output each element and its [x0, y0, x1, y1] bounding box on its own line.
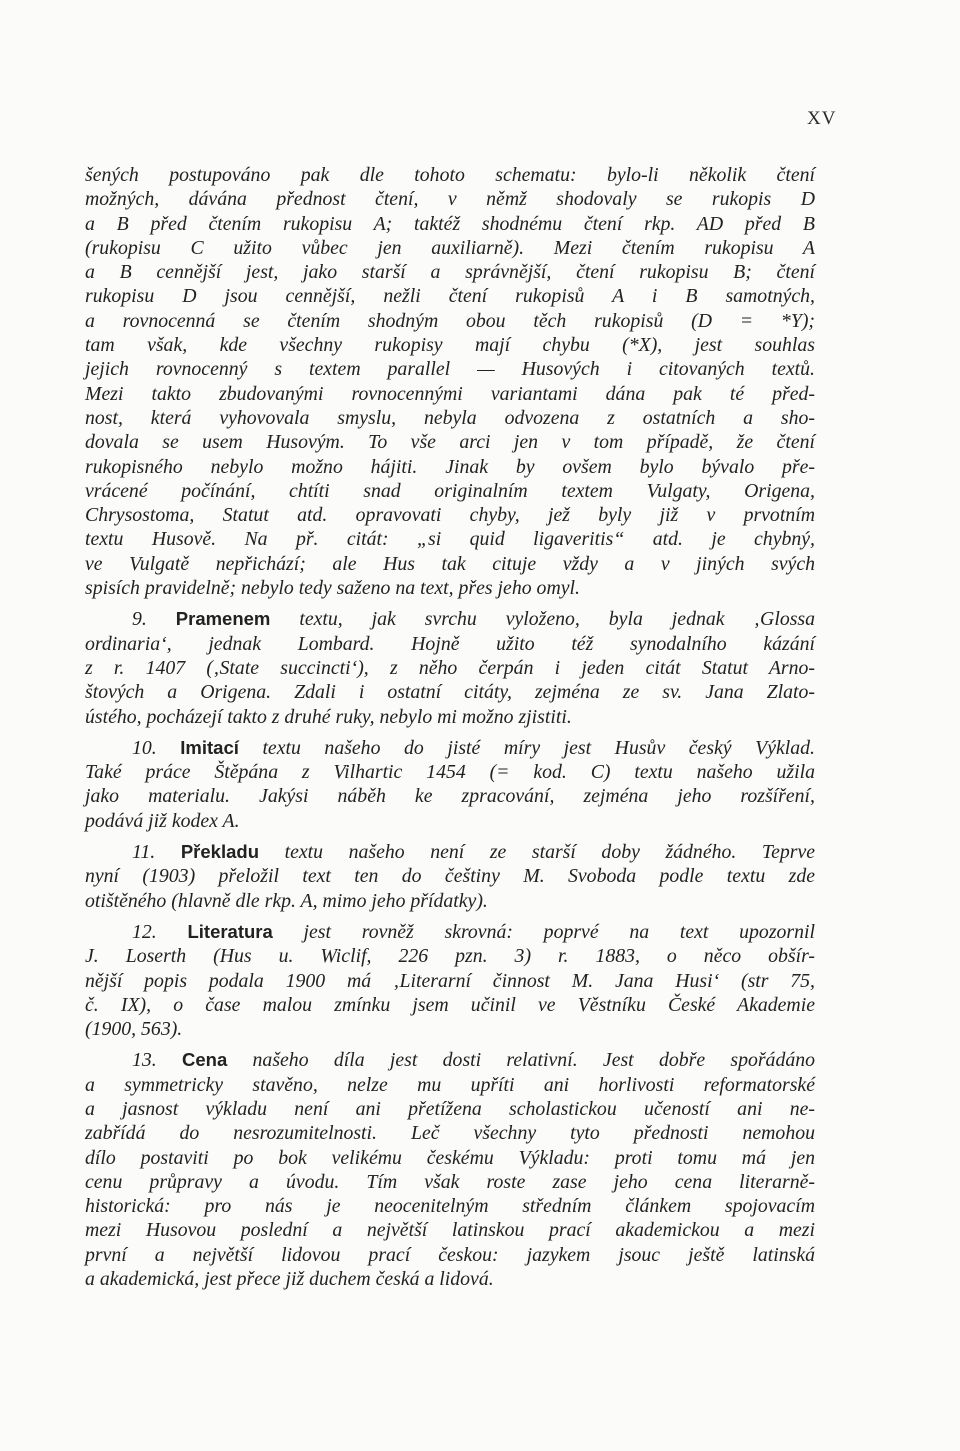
text-line [85, 382, 815, 406]
line-text: (1900, 563). [85, 1018, 183, 1041]
line-text: tam však, kde všechny rukopisy mají chybu (*X), jest souhlas [85, 334, 815, 357]
line-text: č. IX), o čase malou zmínku jsem učinil ve Věstníku České Akademie [85, 993, 815, 1016]
line-text: rukopisu D jsou cennější, nežli čtení rukopisů A i B samotných, [85, 285, 815, 308]
text-line [85, 1073, 815, 1097]
page-number: XV [807, 108, 837, 129]
line-text: a jasnost výkladu není ani přetížena scholastickou učeností ani ne- [85, 1097, 815, 1120]
line-text: a akademická, jest přece již duchem česká a lidová. [85, 1268, 494, 1291]
text-line [85, 1146, 815, 1170]
line-text: textu, jak svrchu vyloženo, byla jednak ‚Glossa [270, 608, 816, 631]
line-text: cenu průpravy a úvodu. Tím však roste zase jeho cena literarně- [85, 1170, 815, 1193]
text-line [85, 680, 815, 704]
text-line [85, 479, 815, 503]
text-line [85, 576, 815, 600]
line-text: jako materialu. Jakýsi náběh ke zpracování, zejména jeho rozšíření, [85, 785, 815, 808]
line-text: spisích pravidelně; nebylo tedy saženo na text, přes jeho omyl. [85, 577, 580, 600]
text-line [85, 503, 815, 527]
line-text: textu našeho není ze starší doby žádného. Teprve [259, 841, 816, 864]
line-text: první a největší lidovou prací českou: jazykem jsouc ještě latinská [85, 1243, 815, 1266]
text-line [85, 1194, 815, 1218]
section-number: 10. [132, 736, 181, 759]
text-line [85, 333, 815, 357]
line-text: dílo postaviti po bok velikému českému Výkladu: proti tomu má jen [85, 1146, 815, 1169]
line-text: ordinaria‘, jednak Lombard. Hojně užito též synodalního kázání [85, 632, 815, 655]
line-text: podává již kodex A. [85, 809, 240, 832]
line-text: nost, která vyhovovala smyslu, nebyla odvozena z ostatních a sho- [85, 406, 815, 429]
text-line [85, 632, 815, 656]
section-number: 13. [132, 1049, 183, 1072]
text-line [85, 1017, 815, 1041]
text-line [85, 1097, 815, 1121]
text-line [85, 357, 815, 381]
text-line [85, 840, 815, 864]
line-text: šených postupováno pak dle tohoto schematu: bylo-li několik čtení [85, 164, 815, 186]
line-text: J. Loserth (Hus u. Wiclif, 226 pzn. 3) r. 1883, o něco obšír- [85, 945, 815, 968]
line-text: a B před čtením rukopisu A; taktéž shodnému čtení rkp. AD před B [85, 212, 815, 235]
text-line [85, 1267, 815, 1291]
text-line [85, 187, 815, 211]
section-lead-word: Cena [182, 1049, 228, 1071]
text-line [85, 309, 815, 333]
text-line [85, 527, 815, 551]
text-line [85, 212, 815, 236]
line-text: možných, dávána přednost čtení, v němž shodovaly se rukopis D [85, 188, 815, 211]
line-text: otištěného (hlavně dle rkp. A, mimo jeho přídatky). [85, 889, 488, 912]
line-text: textu Husově. Na př. citát: „si quid ligaveritis“ atd. je chybný, [85, 528, 815, 551]
line-text: z r. 1407 (‚State succincti‘), z něho čerpán i jeden citát Statut Arno- [85, 656, 815, 679]
section-number: 12. [132, 920, 188, 943]
line-text: štových a Origena. Zdali i ostatní citáty, zejména ze sv. Jana Zlato- [85, 681, 815, 704]
text-line [85, 260, 815, 284]
line-text: vrácené počínání, chtíti snad originalním textem Vulgaty, Origena, [85, 479, 815, 502]
line-text: (rukopisu C užito vůbec jen auxiliarně). Mezi čtením rukopisu A [85, 236, 815, 259]
line-text: nyní (1903) přeložil text ten do češtiny M. Svoboda podle textu zde [85, 865, 815, 888]
text-line [85, 944, 815, 968]
text-line [85, 552, 815, 576]
text-line [85, 969, 815, 993]
text-line [85, 889, 815, 913]
line-text: rukopisného nebylo možno hájiti. Jinak by ovšem bylo bývalo pře- [85, 455, 815, 478]
line-text: textu našeho do jisté míry jest Husův český Výklad. [238, 736, 815, 759]
text-line [85, 430, 815, 454]
line-text: ústého, pocházejí takto z druhé ruky, nebylo mi možno zjistiti. [85, 705, 572, 728]
line-text: našeho díla jest dosti relativní. Jest dobře spořádáno [227, 1049, 816, 1072]
text-line [85, 1048, 815, 1072]
text-line [85, 760, 815, 784]
section-number: 11. [132, 841, 181, 864]
line-text: jejich rovnocenný s textem parallel — Husových i citovaných textů. [85, 358, 815, 381]
text-line [85, 656, 815, 680]
text-line [85, 784, 815, 808]
section-lead-word: Překladu [180, 841, 259, 863]
line-text: dovala se usem Husovým. To vše arci jen v tom případě, že čtení [85, 431, 815, 454]
line-text: a rovnocenná se čtením shodným obou těch rukopisů (D = *Y); [85, 309, 815, 332]
text-line [85, 163, 815, 187]
section-number: 9. [132, 608, 176, 631]
line-text: historická: pro nás je neocenitelným středním článkem spojovacím [85, 1195, 815, 1218]
text-line [85, 993, 815, 1017]
text-line [85, 1218, 815, 1242]
line-text: Také práce Štěpána z Vilhartic 1454 (= kod. C) textu našeho užila [85, 761, 815, 784]
line-text: zabřídá do nesrozumitelnosti. Leč všechny tyto přednosti nemohou [85, 1122, 815, 1145]
line-text: Chrysostoma, Statut atd. opravovati chyby, jež byly již v prvotním [85, 504, 815, 527]
text-line [85, 236, 815, 260]
line-text: a B cennější jest, jako starší a správnější, čtení rukopisu B; čtení [85, 261, 815, 284]
text-line [85, 406, 815, 430]
text-line [85, 1121, 815, 1145]
text-line [85, 607, 815, 631]
line-text: jest rovněž skrovná: poprvé na text upozornil [272, 920, 815, 943]
line-text: a symmetricky stavěno, nelze mu upříti ani horlivosti reformatorské [85, 1073, 815, 1096]
line-text: Mezi takto zbudovanými rovnocennými variantami dána pak té před- [85, 382, 815, 405]
section-lead-word: Imitací [180, 736, 239, 758]
text-line [85, 809, 815, 833]
section-lead-word: Pramenem [175, 608, 271, 630]
line-text: ve Vulgatě nepřichází; ale Hus tak cituje vždy a v jiných svých [85, 552, 815, 575]
text-line [85, 920, 815, 944]
text-line [85, 705, 815, 729]
section-lead-word: Literatura [187, 920, 273, 942]
text-line [85, 864, 815, 888]
text-line [85, 284, 815, 308]
text-line [85, 736, 815, 760]
text-line [85, 455, 815, 479]
text-line [85, 1170, 815, 1194]
line-text: nější popis podala 1900 má ‚Literarní činnost M. Jana Husi‘ (str 75, [85, 969, 815, 992]
text-line [85, 1243, 815, 1267]
body-text [85, 163, 815, 1291]
line-text: mezi Husovou poslední a největší latinskou prací akademickou a mezi [85, 1219, 815, 1242]
